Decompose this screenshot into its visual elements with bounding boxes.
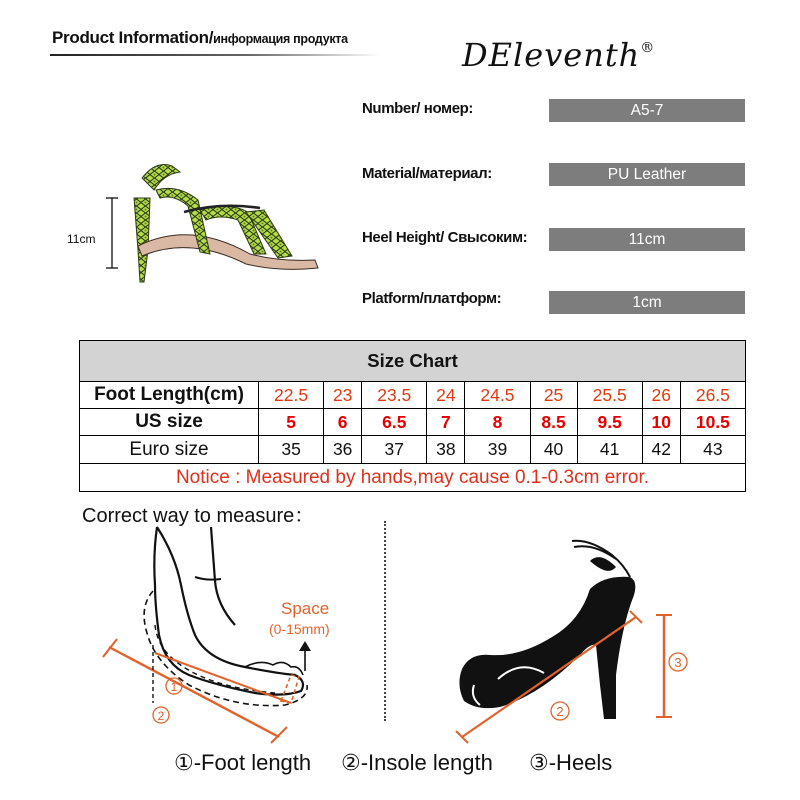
heel-shape <box>134 198 150 282</box>
ankle-strap <box>142 165 180 191</box>
marker-2-heel-label: 2 <box>556 704 564 719</box>
us-size-cell: 8.5 <box>530 409 577 436</box>
spec-value-number: A5-7 <box>549 99 745 122</box>
product-information-title <box>52 28 348 48</box>
spec-label-number: Number/ номер: <box>362 100 474 117</box>
measure-title: Correct way to measure： <box>82 505 315 527</box>
height-label: 11cm <box>67 232 96 246</box>
spec-value-platform: 1cm <box>549 291 745 314</box>
foot-length-cell: 26.5 <box>680 382 745 409</box>
marker-2-label: 2 <box>157 709 165 723</box>
foot-length-cell: 24.5 <box>465 382 530 409</box>
us-size-cell: 10 <box>642 409 680 436</box>
legend-text-1: -Foot length <box>193 750 312 775</box>
measurement-notice: Notice : Measured by hands,may cause 0.1-0.3cm error. <box>80 464 746 492</box>
spec-label-platform: Platform/платформ: <box>362 290 502 307</box>
us-size-cell: 9.5 <box>577 409 642 436</box>
spec-value-material: PU Leather <box>549 163 745 186</box>
euro-size-cell: 38 <box>427 436 465 464</box>
us-size-cell: 8 <box>465 409 530 436</box>
us-size-row <box>80 409 746 436</box>
euro-size-header: Euro size <box>80 436 259 464</box>
us-size-cell: 6 <box>324 409 362 436</box>
space-label: Space <box>281 599 330 618</box>
euro-size-cell: 35 <box>259 436 324 464</box>
foot-measure-diagram <box>95 525 375 745</box>
space-gap-box <box>281 675 299 703</box>
legend-symbol-1: ① <box>174 750 194 775</box>
euro-size-cell: 41 <box>577 436 642 464</box>
us-size-cell: 6.5 <box>362 409 427 436</box>
euro-size-cell: 42 <box>642 436 680 464</box>
us-size-cell: 10.5 <box>680 409 745 436</box>
sandal-product-image <box>60 150 340 290</box>
legend-text-3: -Heels <box>548 750 613 775</box>
size-chart-table <box>79 340 746 492</box>
euro-size-row <box>80 436 746 464</box>
euro-size-cell: 40 <box>530 436 577 464</box>
spec-value-heel-height: 11cm <box>549 228 745 251</box>
foot-length-header: Foot Length(cm) <box>80 382 259 409</box>
marker-3-label: 3 <box>674 655 682 670</box>
section-divider <box>384 521 386 721</box>
foot-length-cell: 26 <box>642 382 680 409</box>
header-underline <box>50 54 380 56</box>
us-size-header: US size <box>80 409 259 436</box>
shoe-silhouette <box>459 577 635 719</box>
registered-mark: ® <box>640 40 656 56</box>
legend-symbol-3: ③ <box>529 750 549 775</box>
us-size-cell: 7 <box>427 409 465 436</box>
heel-measure-diagram <box>440 525 700 745</box>
sole-shape <box>138 235 318 270</box>
size-chart-title: Size Chart <box>80 341 746 382</box>
legend-foot-length <box>174 750 311 776</box>
brand-logo <box>462 36 655 74</box>
brand-name: DEleventh <box>462 36 641 74</box>
foot-length-cell: 23.5 <box>362 382 427 409</box>
foot-length-cell: 25.5 <box>577 382 642 409</box>
euro-size-cell: 36 <box>324 436 362 464</box>
marker-1-label: 1 <box>170 680 178 694</box>
spec-label-heel-height: Heel Height/ Свысоким: <box>362 229 528 246</box>
us-size-cell: 5 <box>259 409 324 436</box>
legend-heels <box>529 750 612 776</box>
title-russian: информация продукта <box>213 32 348 46</box>
euro-size-cell: 43 <box>680 436 745 464</box>
foot-length-cell: 23 <box>324 382 362 409</box>
buckle-bow <box>590 557 616 571</box>
euro-size-cell: 39 <box>465 436 530 464</box>
foot-length-row <box>80 382 746 409</box>
space-range-label: (0-15mm) <box>269 621 330 637</box>
foot-length-cell: 24 <box>427 382 465 409</box>
legend-insole-length <box>341 750 493 776</box>
legend-text-2: -Insole length <box>360 750 493 775</box>
title-english: Product Information/ <box>52 28 214 47</box>
spec-label-material: Material/материал: <box>362 165 492 182</box>
legend-symbol-2: ② <box>341 750 361 775</box>
foot-length-cell: 22.5 <box>259 382 324 409</box>
euro-size-cell: 37 <box>362 436 427 464</box>
foot-length-cell: 25 <box>530 382 577 409</box>
